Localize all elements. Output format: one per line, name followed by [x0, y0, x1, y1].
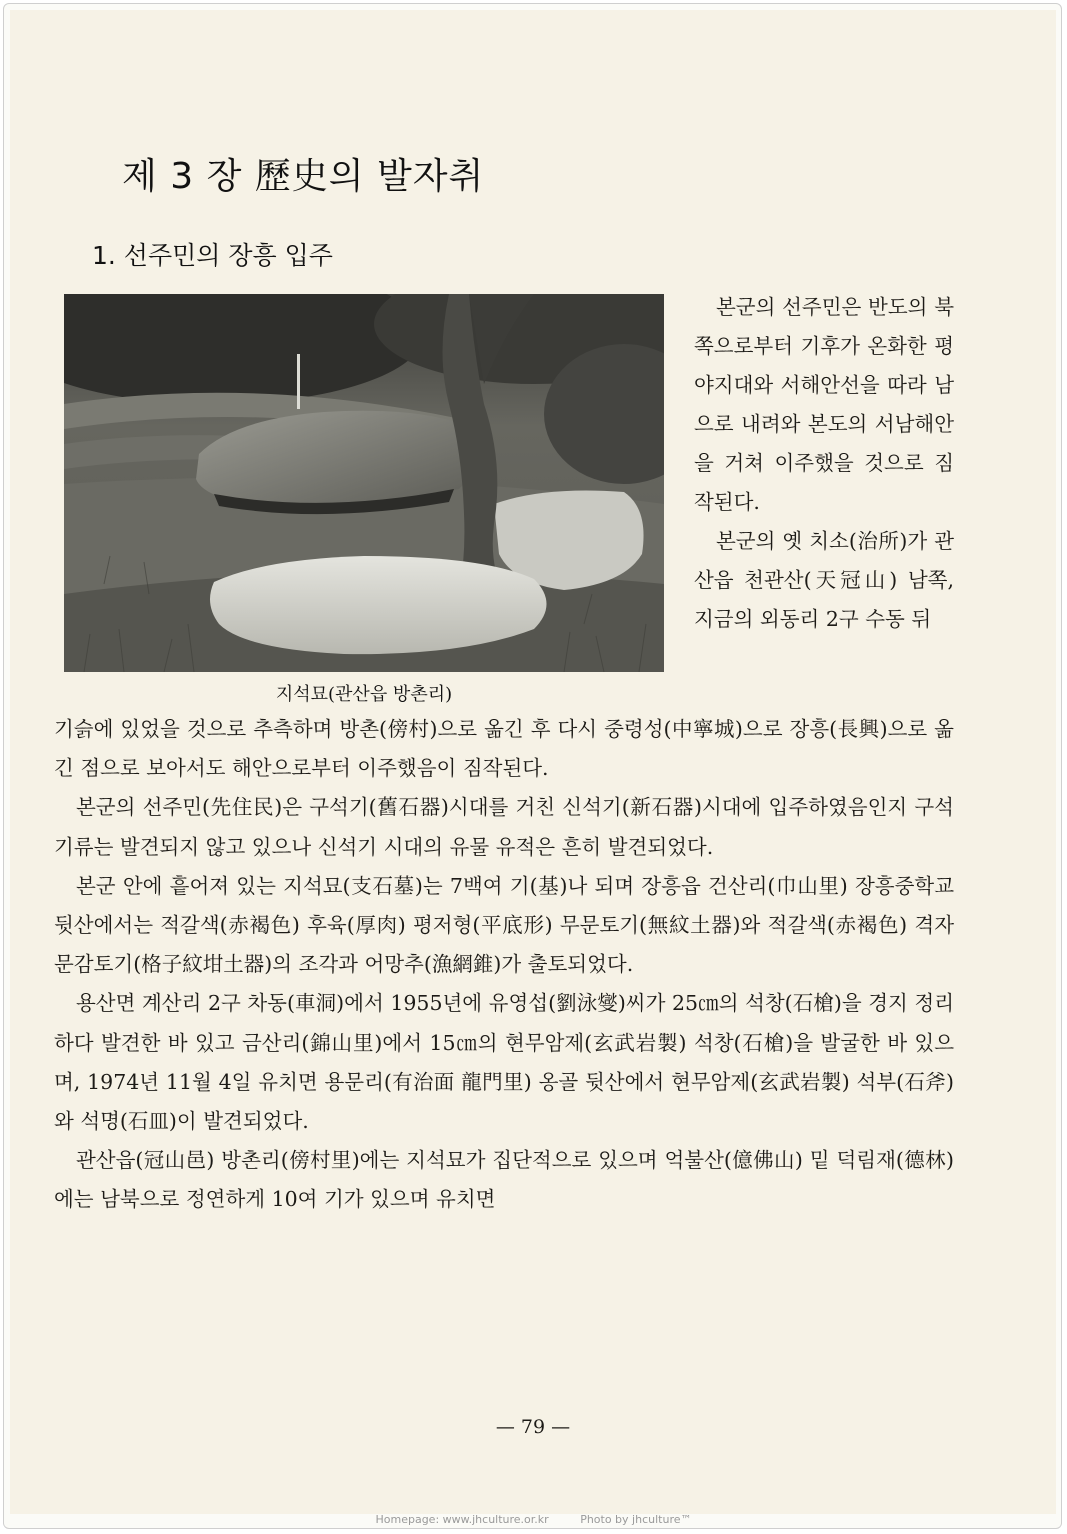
- photo-caption: 지석묘(관산읍 방촌리): [275, 684, 453, 705]
- dolmen-photo-image: [64, 294, 664, 672]
- side-paragraph: 본군의 선주민은 반도의 북쪽으로부터 기후가 온화한 평야지대와 서해안선을 따라 남으로 내려와 본도의 서남해안을 거쳐 이주했을 것으로 짐작된다.: [694, 295, 954, 514]
- body-paragraph: 관산읍(冠山邑) 방촌리(傍村里)에는 지석묘가 집단적으로 있으며 억불산(億佛山) 밑 덕림재(德林)에는 남북으로 정연하게 10여 기가 있으며 유치면: [54, 1148, 954, 1212]
- document-page: [10, 10, 1056, 1514]
- body-paragraph: 기슭에 있었을 것으로 추측하며 방촌(傍村)으로 옮긴 후 다시 중령성(中寧城)으로 장흥(長興)으로 옮긴 점으로 보아서도 해안으로부터 이주했음이 짐작된다.: [54, 717, 954, 781]
- main-body-text: [54, 710, 954, 1220]
- body-paragraph: 본군의 선주민(先住民)은 구석기(舊石器)시대를 거친 신석기(新石器)시대에 입주하였음인지 구석기류는 발견되지 않고 있으나 신석기 시대의 유물 유적은 흔히 발견되었다.: [54, 795, 954, 859]
- footer-credits: [0, 1513, 1067, 1526]
- side-paragraph: 본군의 옛 치소(治所)가 관산읍 천관산(天冠山) 남쪽, 지금의 외동리 2구 수동 뒤: [694, 529, 954, 631]
- chapter-title: 제 3 장 歷史의 발자취: [122, 156, 485, 197]
- dolmen-photo: [64, 294, 664, 672]
- footer-homepage: Homepage: www.jhculture.or.kr: [375, 1513, 549, 1526]
- side-column-text: [694, 288, 954, 639]
- page-number: — 79 —: [495, 1416, 571, 1438]
- section-title: 1. 선주민의 장흥 입주: [92, 241, 333, 270]
- body-paragraph: 용산면 계산리 2구 차동(車洞)에서 1955년에 유영섭(劉泳燮)씨가 25㎝의 석창(石槍)을 경지 정리하다 발견한 바 있고 금산리(錦山里)에서 15㎝의 현무암제(玄武岩製) 석창(石槍)을 발굴한 바 있으며, 1974년 11월 4일 유치면 용문리(有治面 龍門里) 옹골 뒷산에서 현무암제(玄武岩製) 석부(石斧)와 석명(石皿)이 발견되었다.: [54, 991, 954, 1134]
- body-paragraph: 본군 안에 흩어져 있는 지석묘(支石墓)는 7백여 기(基)나 되며 장흥읍 건산리(巾山里) 장흥중학교 뒷산에서는 적갈색(赤褐色) 후육(厚肉) 평저형(平底形) 무문토기(無紋土器)와 적갈색(赤褐色) 격자문감토기(格子紋坩土器)의 조각과 어망추(漁網錐)가 출토되었다.: [54, 873, 954, 977]
- footer-photo-credit: Photo by jhculture™: [580, 1513, 692, 1526]
